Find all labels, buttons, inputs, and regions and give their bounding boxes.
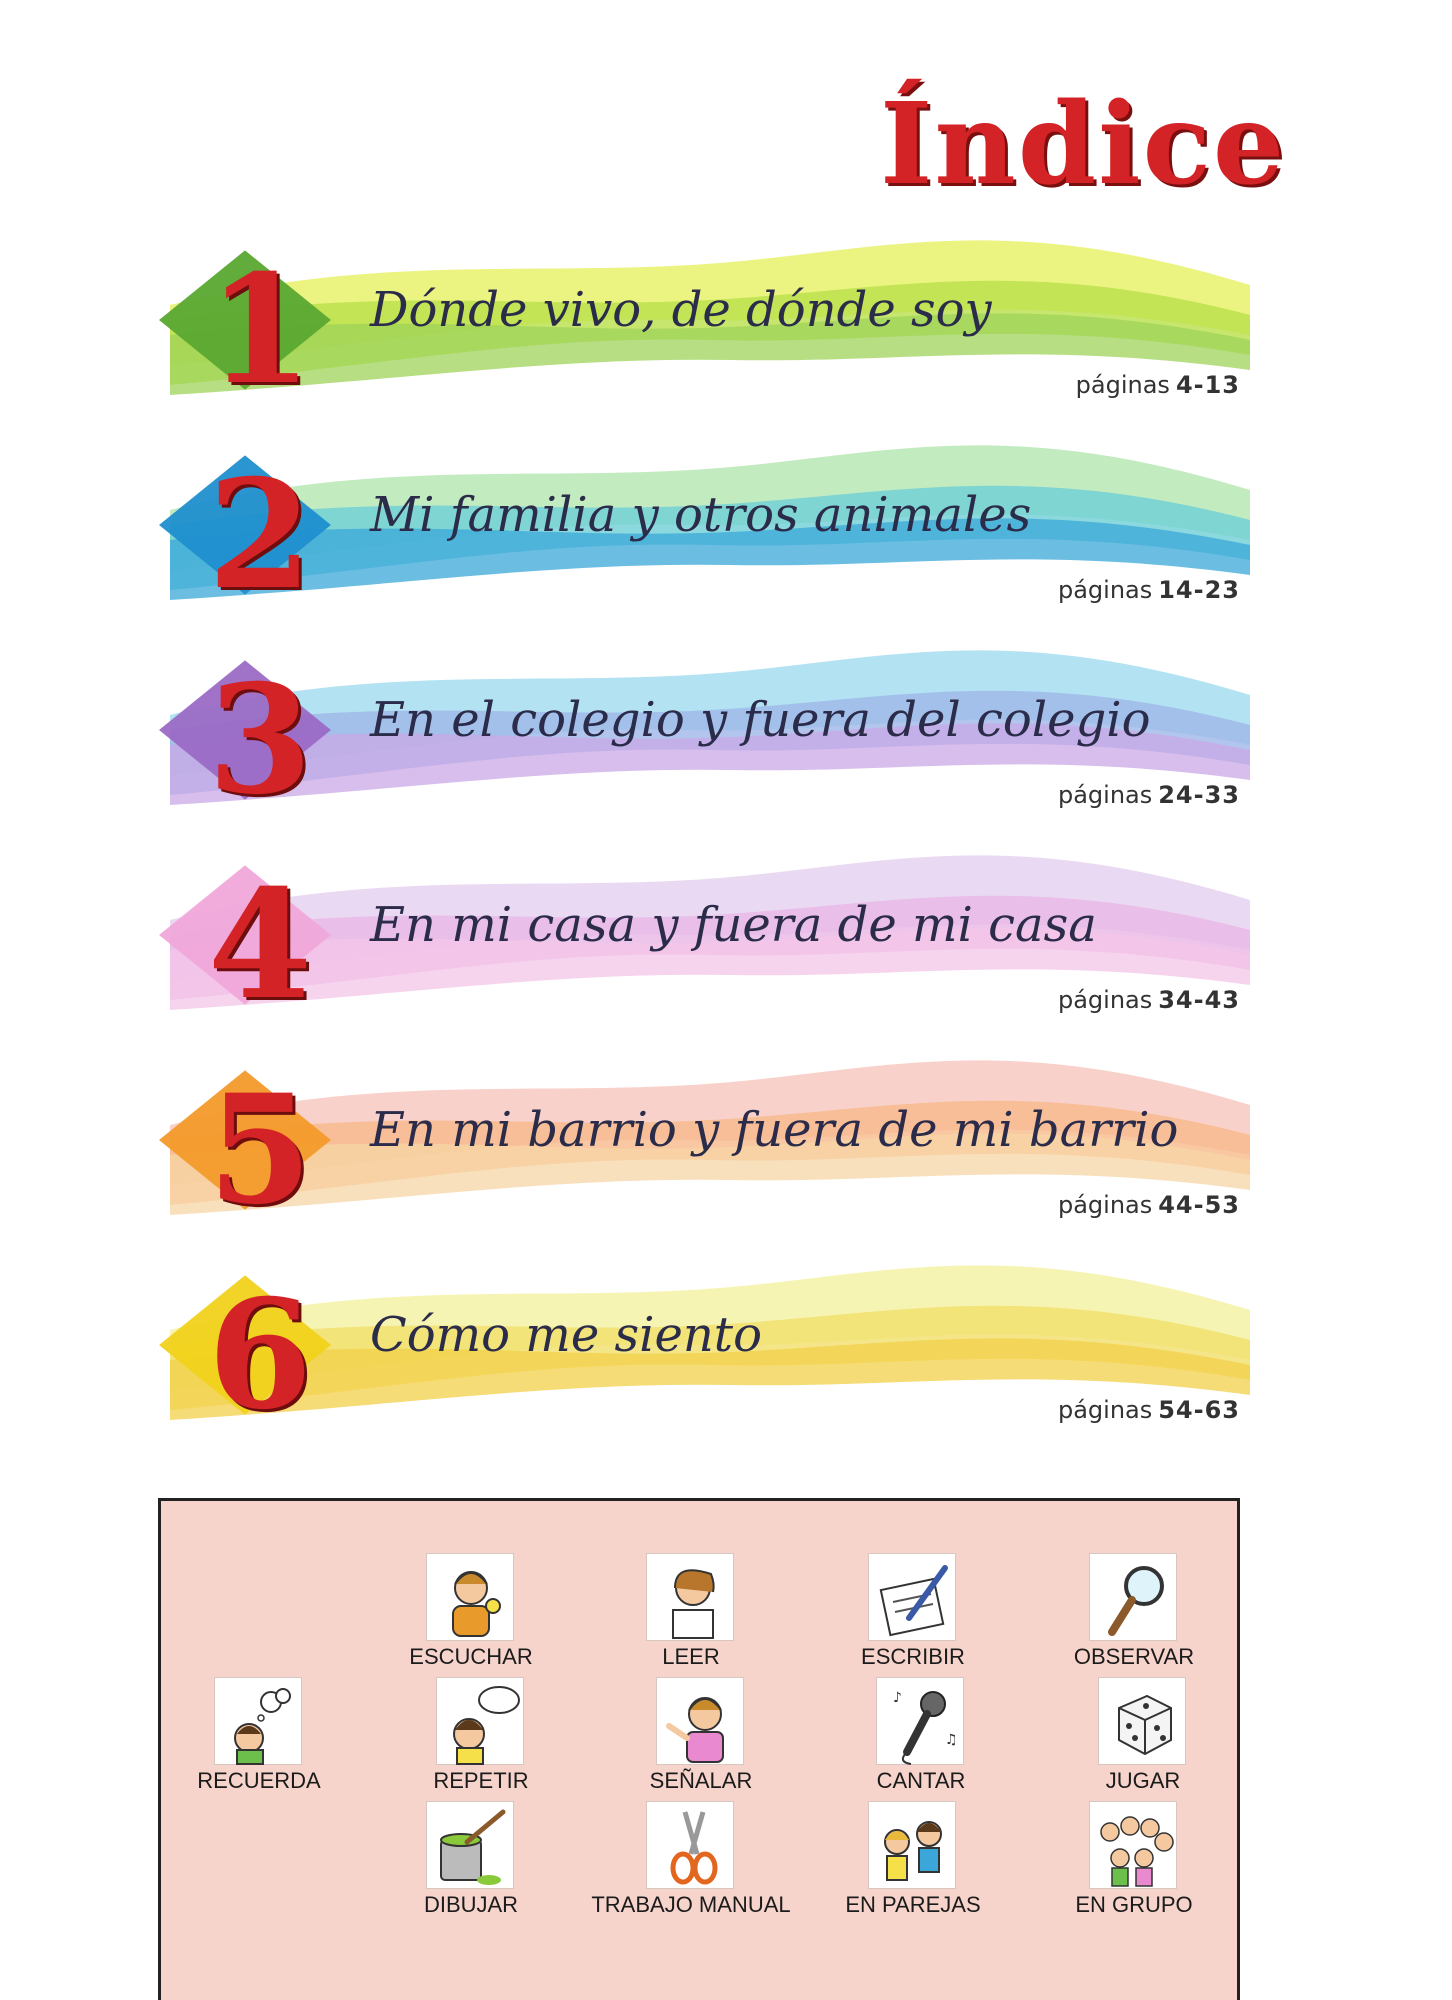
unit-1	[0, 215, 1452, 420]
child-reading-icon	[646, 1553, 734, 1641]
activity-legend	[158, 1498, 1240, 2000]
legend-item-cantar	[811, 1677, 1031, 1802]
legend-item-recuerda	[149, 1677, 369, 1802]
unit-title: En el colegio y fuera del colegio	[370, 692, 1151, 748]
legend-item-jugar	[1033, 1677, 1253, 1802]
pages-label: páginas	[1057, 1396, 1153, 1424]
svg-text:♫: ♫	[945, 1732, 958, 1748]
legend-label: ESCRIBIR	[861, 1644, 965, 1669]
legend-item-escribir	[803, 1553, 1023, 1678]
unit-number: 1	[207, 242, 313, 418]
paint-pot-brush-icon	[426, 1801, 514, 1889]
unit-title: Cómo me siento	[370, 1307, 762, 1363]
child-listening-icon	[426, 1553, 514, 1641]
legend-item-escuchar	[361, 1553, 581, 1678]
legend-item-trabajo-manual	[581, 1801, 801, 1926]
unit-pages	[940, 1185, 1240, 1225]
svg-text:♪: ♪	[893, 1690, 902, 1706]
unit-title: Mi familia y otros animales	[370, 487, 1032, 543]
legend-label: RECUERDA	[197, 1768, 321, 1793]
pages-label: páginas	[1057, 1191, 1153, 1219]
two-children-icon	[868, 1801, 956, 1889]
dice-icon	[1098, 1677, 1186, 1765]
pages-range: 14-23	[1158, 576, 1240, 604]
unit-pages	[940, 980, 1240, 1020]
group-of-children-icon	[1089, 1801, 1177, 1889]
unit-number: 3	[207, 652, 313, 828]
legend-label: EN GRUPO	[1075, 1892, 1193, 1917]
unit-4	[0, 830, 1452, 1035]
unit-3	[0, 625, 1452, 830]
legend-label: EN PAREJAS	[845, 1892, 981, 1917]
unit-2	[0, 420, 1452, 625]
pages-label: páginas	[1057, 576, 1153, 604]
unit-number: 6	[207, 1267, 313, 1443]
pen-writing-icon	[868, 1553, 956, 1641]
unit-title: En mi barrio y fuera de mi barrio	[370, 1102, 1179, 1158]
legend-item-repetir	[371, 1677, 591, 1802]
child-speech-bubble-icon	[436, 1677, 524, 1765]
legend-item-observar	[1024, 1553, 1244, 1678]
legend-item-senalar	[591, 1677, 811, 1802]
pages-range: 4-13	[1175, 371, 1240, 399]
pages-range: 44-53	[1158, 1191, 1240, 1219]
scissors-icon	[646, 1801, 734, 1889]
legend-label: LEER	[662, 1644, 720, 1669]
pages-label: páginas	[1057, 986, 1153, 1014]
unit-pages	[940, 775, 1240, 815]
legend-label: CANTAR	[876, 1768, 966, 1793]
unit-number: 5	[207, 1062, 313, 1238]
pages-range: 24-33	[1158, 781, 1240, 809]
unit-title: En mi casa y fuera de mi casa	[370, 897, 1097, 953]
legend-label: ESCUCHAR	[409, 1644, 533, 1669]
legend-item-leer	[581, 1553, 801, 1678]
unit-number: 4	[207, 857, 313, 1033]
magnifying-glass-icon	[1089, 1553, 1177, 1641]
pages-range: 34-43	[1158, 986, 1240, 1014]
legend-item-en-parejas	[803, 1801, 1023, 1926]
child-remembering-icon	[214, 1677, 302, 1765]
unit-pages	[940, 1390, 1240, 1430]
unit-number: 2	[207, 447, 313, 623]
legend-label: SEÑALAR	[649, 1768, 753, 1793]
microphone-icon	[876, 1677, 964, 1765]
unit-5	[0, 1035, 1452, 1240]
legend-label: JUGAR	[1105, 1768, 1181, 1793]
legend-item-en-grupo	[1024, 1801, 1244, 1926]
page-title: Índice	[880, 79, 1287, 210]
legend-label: REPETIR	[433, 1768, 529, 1793]
unit-6	[0, 1240, 1452, 1445]
child-pointing-icon	[656, 1677, 744, 1765]
unit-pages	[940, 570, 1240, 610]
pages-range: 54-63	[1158, 1396, 1240, 1424]
legend-label: TRABAJO MANUAL	[591, 1892, 791, 1917]
unit-pages	[940, 365, 1240, 405]
legend-label: DIBUJAR	[423, 1892, 519, 1917]
legend-item-dibujar	[361, 1801, 581, 1926]
unit-title: Dónde vivo, de dónde soy	[370, 282, 992, 338]
legend-label: OBSERVAR	[1073, 1644, 1195, 1669]
pages-label: páginas	[1075, 371, 1170, 399]
pages-label: páginas	[1057, 781, 1153, 809]
